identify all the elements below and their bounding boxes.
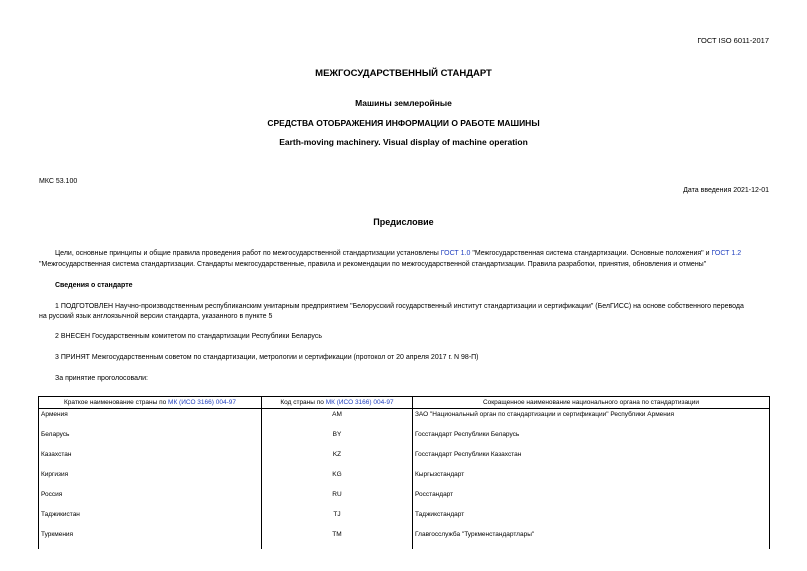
body-cell: Госстандарт Республики Казахстан bbox=[413, 449, 770, 469]
country-cell: Россия bbox=[39, 489, 262, 509]
table-row bbox=[39, 449, 770, 469]
preface-heading: Предисловие bbox=[373, 217, 434, 227]
item-1-line1: 1 ПОДГОТОВЛЕН Научно-производственным республиканским унитарным предприятием "Белорусский государственный институт стандартизации и сертификации" (БелГИСС) на основе собственного перевода bbox=[55, 303, 744, 310]
table-row bbox=[39, 529, 770, 549]
mk-iso-link-1[interactable]: МК (ИСО 3166) 004-97 bbox=[168, 399, 236, 406]
document-title-en: Earth-moving machinery. Visual display of machine operation bbox=[279, 137, 528, 147]
code-cell: BY bbox=[262, 429, 413, 449]
country-cell: Армения bbox=[39, 409, 262, 430]
col-code-header bbox=[262, 397, 413, 409]
country-cell: Беларусь bbox=[39, 429, 262, 449]
gost-1-2-link[interactable]: ГОСТ 1.2 bbox=[711, 250, 742, 257]
body-cell: Кыргызстандарт bbox=[413, 469, 770, 489]
voting-table bbox=[38, 396, 770, 549]
document-subtitle: Машины землеройные bbox=[355, 98, 452, 108]
preface-paragraph-1 bbox=[39, 248, 741, 259]
info-heading: Сведения о стандарте bbox=[55, 282, 133, 289]
gost-1-0-link[interactable]: ГОСТ 1.0 bbox=[440, 250, 471, 257]
col-country-text: Краткое наименование страны по bbox=[64, 399, 169, 406]
col-code-text: Код страны по bbox=[280, 399, 326, 406]
code-cell: RU bbox=[262, 489, 413, 509]
table-row bbox=[39, 409, 770, 430]
table-header-row bbox=[39, 397, 770, 409]
body-cell: Главгосслужба "Туркменстандартлары" bbox=[413, 529, 770, 549]
intro-date: Дата введения 2021-12-01 bbox=[683, 187, 769, 194]
country-cell: Таджикистан bbox=[39, 509, 262, 529]
mk-iso-link-2[interactable]: МК (ИСО 3166) 004-97 bbox=[325, 399, 394, 406]
code-cell: KZ bbox=[262, 449, 413, 469]
code-cell: TM bbox=[262, 529, 413, 549]
item-2: 2 ВНЕСЕН Государственным комитетом по стандартизации Республики Беларусь bbox=[55, 333, 322, 340]
code-cell: KG bbox=[262, 469, 413, 489]
preface-paragraph-1-line2: "Межгосударственная система стандартизации. Стандарты межгосударственные, правила и рекомендации по межгосударственной стандартизации. Правила разработки, принятия, обновления и отмены" bbox=[39, 261, 707, 268]
p1-text-a: Цели, основные принципы и общие правила проведения работ по межгосударственной стандартизации установлены bbox=[55, 250, 441, 257]
body-cell: Росстандарт bbox=[413, 489, 770, 509]
col-body-header: Сокращенное наименование национального органа по стандартизации bbox=[413, 397, 770, 409]
country-cell: Киргизия bbox=[39, 469, 262, 489]
mks-code: МКС 53.100 bbox=[39, 178, 78, 185]
voted-label: За принятие проголосовали: bbox=[55, 375, 148, 382]
table-row bbox=[39, 429, 770, 449]
table-row bbox=[39, 469, 770, 489]
body-cell: Таджикстандарт bbox=[413, 509, 770, 529]
table-row bbox=[39, 509, 770, 529]
item-3: 3 ПРИНЯТ Межгосударственным советом по стандартизации, метрологии и сертификации (протокол от 20 апреля 2017 г. N 98-П) bbox=[55, 354, 479, 361]
document-code: ГОСТ ISO 6011-2017 bbox=[697, 36, 769, 45]
country-cell: Казахстан bbox=[39, 449, 262, 469]
body-cell: ЗАО "Национальный орган по стандартизации и сертификации" Республики Армения bbox=[413, 409, 770, 430]
document-title-ru: СРЕДСТВА ОТОБРАЖЕНИЯ ИНФОРМАЦИИ О РАБОТЕ МАШИНЫ bbox=[267, 118, 540, 128]
item-1-line2: на русский язык англоязычной версии стандарта, указанного в пункте 5 bbox=[39, 313, 273, 320]
standard-type-heading: МЕЖГОСУДАРСТВЕННЫЙ СТАНДАРТ bbox=[315, 68, 492, 79]
p1-text-b: "Межгосударственная система стандартизации. Основные положения" и bbox=[470, 250, 712, 257]
body-cell: Госстандарт Республики Беларусь bbox=[413, 429, 770, 449]
code-cell: TJ bbox=[262, 509, 413, 529]
country-cell: Туркмения bbox=[39, 529, 262, 549]
code-cell: AM bbox=[262, 409, 413, 430]
col-country-header bbox=[39, 397, 262, 409]
table-row bbox=[39, 489, 770, 509]
